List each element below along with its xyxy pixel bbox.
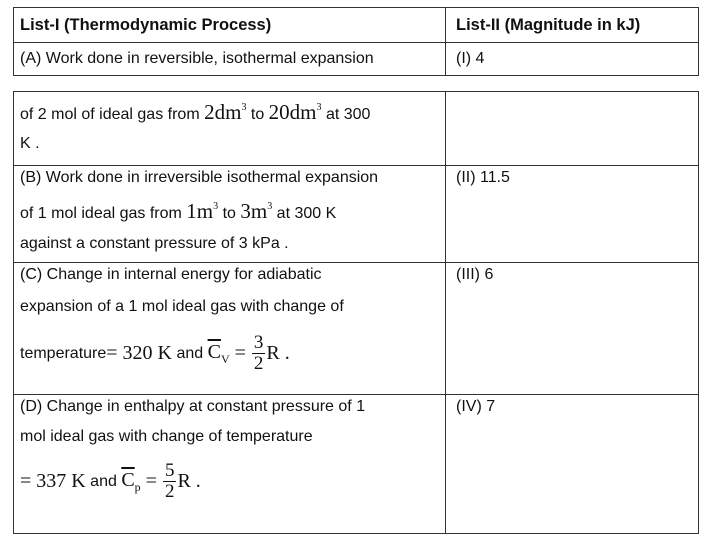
row-b-value: (II) 11.5 xyxy=(456,169,510,186)
row-b-text: (B) Work done in irreversible isothermal expansion of 1 mol ideal gas from $1m^3$ to $3m^3$ at 300 K against a constant pressure of 3 kPa . xyxy=(14,166,446,263)
table-bottom xyxy=(13,91,699,534)
table-row-a-cont xyxy=(14,92,698,165)
row-c-text: (C) Change in internal energy for adiabatic expansion of a 1 mol ideal gas with change of temperature = 320 K and $\overline{C}_V$ = $\frac{3}{2}$ R . xyxy=(14,263,446,395)
table-row-d xyxy=(14,394,698,532)
fraction-three-halves: $\frac{3}{2}$ xyxy=(253,332,264,374)
header-row xyxy=(14,8,698,42)
row-a-text: (A) Work done in reversible, isothermal expansion xyxy=(14,43,446,76)
row-a-cont-value xyxy=(446,92,698,165)
volume-final: $20dm^3$ xyxy=(268,100,322,124)
volume-final: $3m^3$ xyxy=(240,199,273,223)
fraction-five-halves: $\frac{5}{2}$ xyxy=(164,460,175,502)
header-list-2: List-II (Magnitude in kJ) xyxy=(456,16,641,34)
volume-initial: $2dm^3$ xyxy=(204,100,247,124)
row-d-text: (D) Change in enthalpy at constant pressure of 1 mol ideal gas with change of temperature = 337 K and $\overline{C}_p$ = $\frac{5}{2}$ R . xyxy=(14,395,446,533)
header-list-1: List-I (Thermodynamic Process) xyxy=(14,8,446,42)
row-c-value: (III) 6 xyxy=(456,266,494,283)
cv-symbol: $\overline{C}_V$ xyxy=(207,340,230,366)
volume-initial: $1m^3$ xyxy=(186,199,219,223)
table-row-c xyxy=(14,262,698,394)
row-a-cont-text: of 2 mol of ideal gas from $2dm^3$ to $20dm^3$ at 300 K . xyxy=(14,92,446,165)
row-a-value: (I) 4 xyxy=(456,50,485,67)
table-row-b xyxy=(14,165,698,262)
cp-symbol: $\overline{C}_p$ xyxy=(121,468,141,494)
table-row-a-top xyxy=(14,42,698,75)
table-top xyxy=(13,7,699,76)
row-d-value: (IV) 7 xyxy=(456,398,496,415)
